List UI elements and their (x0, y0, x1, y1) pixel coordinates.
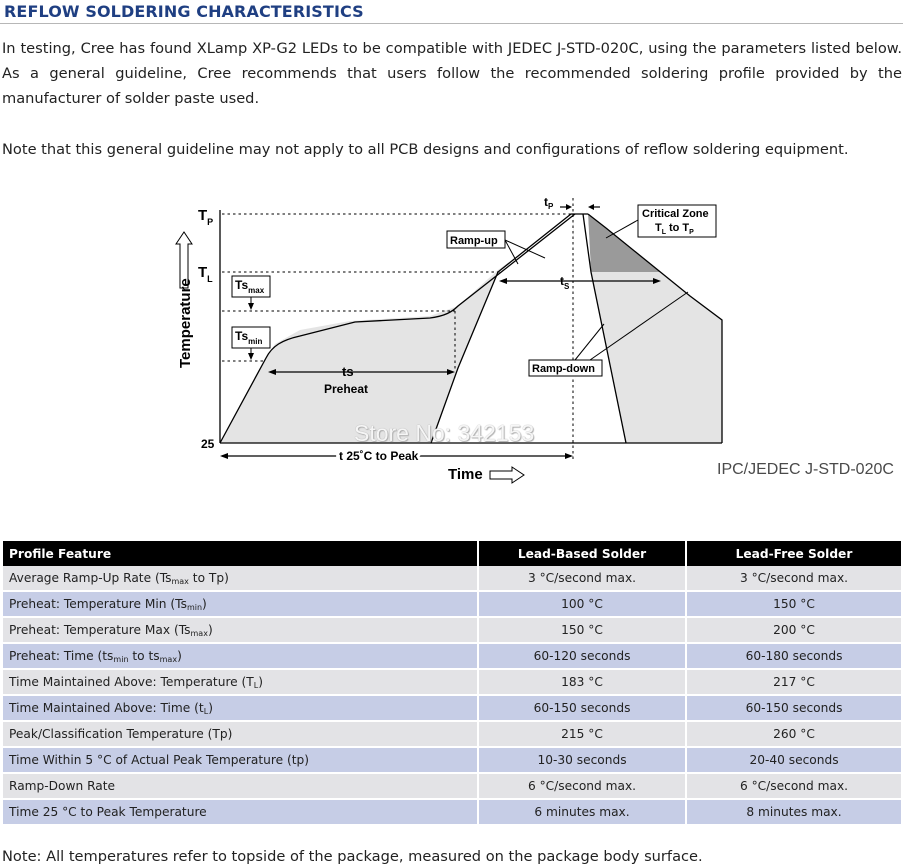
feature-text: Time Maintained Above: Time (t (9, 700, 204, 715)
tp-time-label: $t_P$ (544, 195, 554, 211)
table-row (3, 695, 901, 721)
table-row (3, 721, 901, 747)
heading-rule (0, 23, 903, 24)
y25-label: 25 (201, 437, 215, 451)
rampup-label: Ramp-up (450, 235, 498, 247)
cell-lead-based: 10-30 seconds (478, 747, 686, 773)
cell-feature (3, 617, 478, 643)
feature-text: Time Maintained Above: Temperature (T (9, 674, 254, 689)
critical-zone-pointer (606, 220, 638, 238)
tp-time-arrowhead-l (566, 204, 572, 210)
t25-label: t 25˚C to Peak (339, 449, 419, 463)
cell-lead-based: 3 °C/second max. (478, 566, 686, 591)
feature-text: ) (177, 648, 182, 663)
cell-lead-free: 200 °C (686, 617, 901, 643)
cell-lead-based: 60-150 seconds (478, 695, 686, 721)
feature-subscript: L (253, 680, 259, 690)
preheat-label: Preheat (324, 382, 369, 396)
cell-lead-free: 60-180 seconds (686, 643, 901, 669)
cell-lead-based: 6 minutes max. (478, 799, 686, 825)
cell-feature (3, 669, 478, 695)
feature-text: Preheat: Time (ts (9, 648, 114, 663)
critical-zone-range: $T_L$ to $T_P$ (655, 222, 694, 236)
cell-feature (3, 695, 478, 721)
tsmax-label: $Ts_{max}$ (235, 278, 265, 295)
table-row (3, 669, 901, 695)
standard-label: IPC/JEDEC J-STD-020C (717, 461, 894, 478)
cell-lead-free: 217 °C (686, 669, 901, 695)
ts-label: ts (342, 364, 354, 379)
section-heading: REFLOW SOLDERING CHARACTERISTICS (4, 2, 364, 21)
cell-lead-free: 260 °C (686, 721, 901, 747)
reflow-parameters-table (3, 541, 901, 826)
feature-subscript: max (159, 654, 178, 664)
cell-feature (3, 591, 478, 617)
feature-text: Preheat: Temperature Min (Ts (9, 596, 187, 611)
cell-lead-free: 150 °C (686, 591, 901, 617)
feature-text: Preheat: Temperature Max (Ts (9, 622, 191, 637)
cell-feature (3, 773, 478, 799)
feature-subscript: min (186, 602, 203, 612)
cell-lead-free: 8 minutes max. (686, 799, 901, 825)
cell-lead-free: 6 °C/second max. (686, 773, 901, 799)
table-row (3, 773, 901, 799)
tsmin-pointer-head (248, 353, 254, 360)
feature-text: Average Ramp-Up Rate (Ts (9, 570, 172, 585)
cell-feature (3, 799, 478, 825)
feature-text: to Tp) (188, 570, 229, 585)
cell-feature (3, 566, 478, 591)
cell-lead-based: 100 °C (478, 591, 686, 617)
feature-text: ) (208, 700, 213, 715)
table-row (3, 591, 901, 617)
tp-label: $T_P$ (198, 207, 214, 227)
tsmax-pointer-head (248, 303, 254, 310)
feature-text: Ramp-Down Rate (9, 779, 116, 793)
feature-text: Peak/Classification Temperature (Tp) (9, 727, 233, 741)
table-header-row (3, 541, 901, 566)
critical-zone-title: Critical Zone (642, 208, 709, 220)
cell-lead-based: 150 °C (478, 617, 686, 643)
reflow-profile-diagram (170, 190, 730, 495)
feature-subscript: max (171, 576, 189, 586)
watermark: Store No: 342153 (354, 420, 535, 446)
feature-text: ) (202, 596, 207, 611)
x-axis-arrow-icon (490, 467, 524, 483)
cell-lead-based: 60-120 seconds (478, 643, 686, 669)
table-row (3, 643, 901, 669)
rampdown-label: Ramp-down (532, 363, 595, 375)
feature-text: ) (258, 674, 263, 689)
feature-subscript: L (203, 706, 209, 716)
cell-feature (3, 721, 478, 747)
ts-right-label: $t_S$ (560, 274, 570, 291)
feature-subscript: min (113, 654, 129, 664)
header-lead-free: Lead-Free Solder (686, 541, 901, 566)
table-row (3, 747, 901, 773)
note-paragraph: Note that this general guideline may not apply to all PCB designs and configurations of reflow soldering equipment. (2, 141, 849, 158)
cell-feature (3, 747, 478, 773)
tl-label: $T_L$ (198, 264, 213, 284)
feature-text: to ts (128, 648, 160, 663)
table-row (3, 566, 901, 591)
table-row (3, 617, 901, 643)
cell-feature (3, 643, 478, 669)
tp-time-arrowhead-r (588, 204, 594, 210)
cell-lead-free: 60-150 seconds (686, 695, 901, 721)
header-profile-feature: Profile Feature (3, 541, 478, 566)
t25-arrow-left (220, 453, 228, 459)
table-row (3, 799, 901, 825)
footer-note: Note: All temperatures refer to topside of the package, measured on the package body surface. (2, 848, 703, 865)
feature-text: Time Within 5 °C of Actual Peak Temperature (tp) (9, 753, 310, 767)
cell-lead-based: 183 °C (478, 669, 686, 695)
y-axis-label: Temperature (177, 278, 194, 368)
feature-text: Time 25 °C to Peak Temperature (9, 805, 207, 819)
intro-paragraph: In testing, Cree has found XLamp XP-G2 LEDs to be compatible with JEDEC J-STD-020C, using the parameters listed below. As a general guideline, Cree recommends that users follow the recommended soldering profile provided by the manufacturer of solder paste used. (2, 40, 902, 107)
table-body (3, 566, 901, 825)
x-axis-label: Time (448, 466, 483, 483)
cell-lead-based: 6 °C/second max. (478, 773, 686, 799)
header-lead-based: Lead-Based Solder (478, 541, 686, 566)
cell-lead-based: 215 °C (478, 721, 686, 747)
cell-lead-free: 20-40 seconds (686, 747, 901, 773)
feature-text: ) (207, 622, 213, 637)
feature-subscript: max (190, 628, 208, 638)
tsmin-label: $Ts_{min}$ (235, 329, 263, 346)
cell-lead-free: 3 °C/second max. (686, 566, 901, 591)
t25-arrow-right (565, 453, 573, 459)
